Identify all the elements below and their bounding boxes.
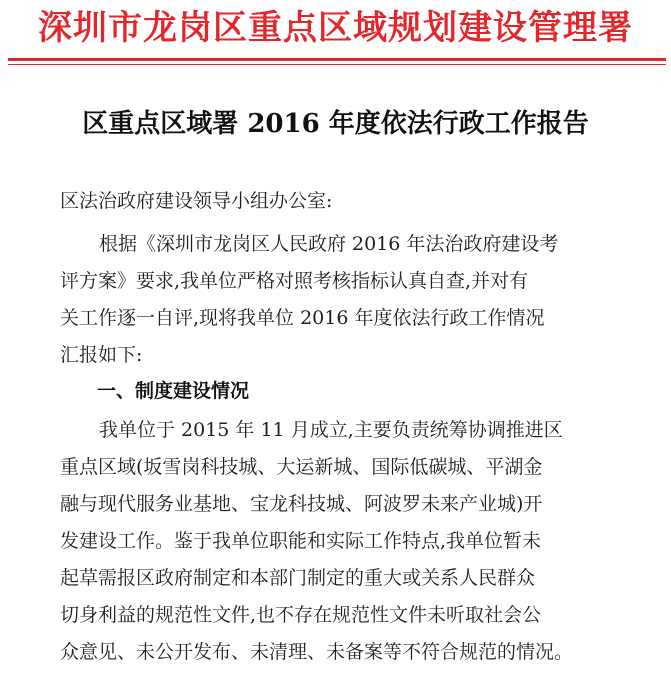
section1-line: 众意见、未公开发布、未清理、未备案等不符合规范的情况。 (60, 641, 574, 663)
intro-line: 关工作逐一自评,现将我单位 2016 年度依法行政工作情况 (60, 307, 545, 329)
section1-line: 融与现代服务业基地、宝龙科技城、阿波罗未来产业城)开 (60, 493, 543, 515)
intro-line: 评方案》要求,我单位严格对照考核指标认真自查,并对有 (60, 270, 529, 292)
section1-line: 我单位于 2015 年 11 月成立,主要负责统筹协调推进区 (99, 419, 563, 441)
intro-line: 汇报如下: (60, 344, 143, 366)
intro-line: 根据《深圳市龙岗区人民政府 2016 年法治政府建设考 (99, 233, 559, 255)
letterhead-rule-thin (8, 64, 666, 65)
letterhead-org-name: 深圳市龙岗区重点区域规划建设管理署 (38, 8, 633, 48)
section1-line: 重点区域(坂雪岗科技城、大运新城、国际低碳城、平湖金 (60, 456, 543, 478)
section1-line: 切身利益的规范性文件,也不存在规范性文件未听取社会公 (60, 604, 542, 626)
addressee: 区法治政府建设领导小组办公室: (60, 190, 333, 212)
section1-heading: 一、制度建设情况 (97, 380, 250, 402)
document-title: 区重点区域署 2016 年度依法行政工作报告 (82, 109, 589, 139)
section1-line: 发建设工作。鉴于我单位职能和实际工作特点,我单位暂未 (60, 530, 542, 552)
section1-line: 起草需报区政府制定和本部门制定的重大或关系人民群众 (60, 567, 536, 589)
letterhead-rule-thick (8, 58, 666, 61)
